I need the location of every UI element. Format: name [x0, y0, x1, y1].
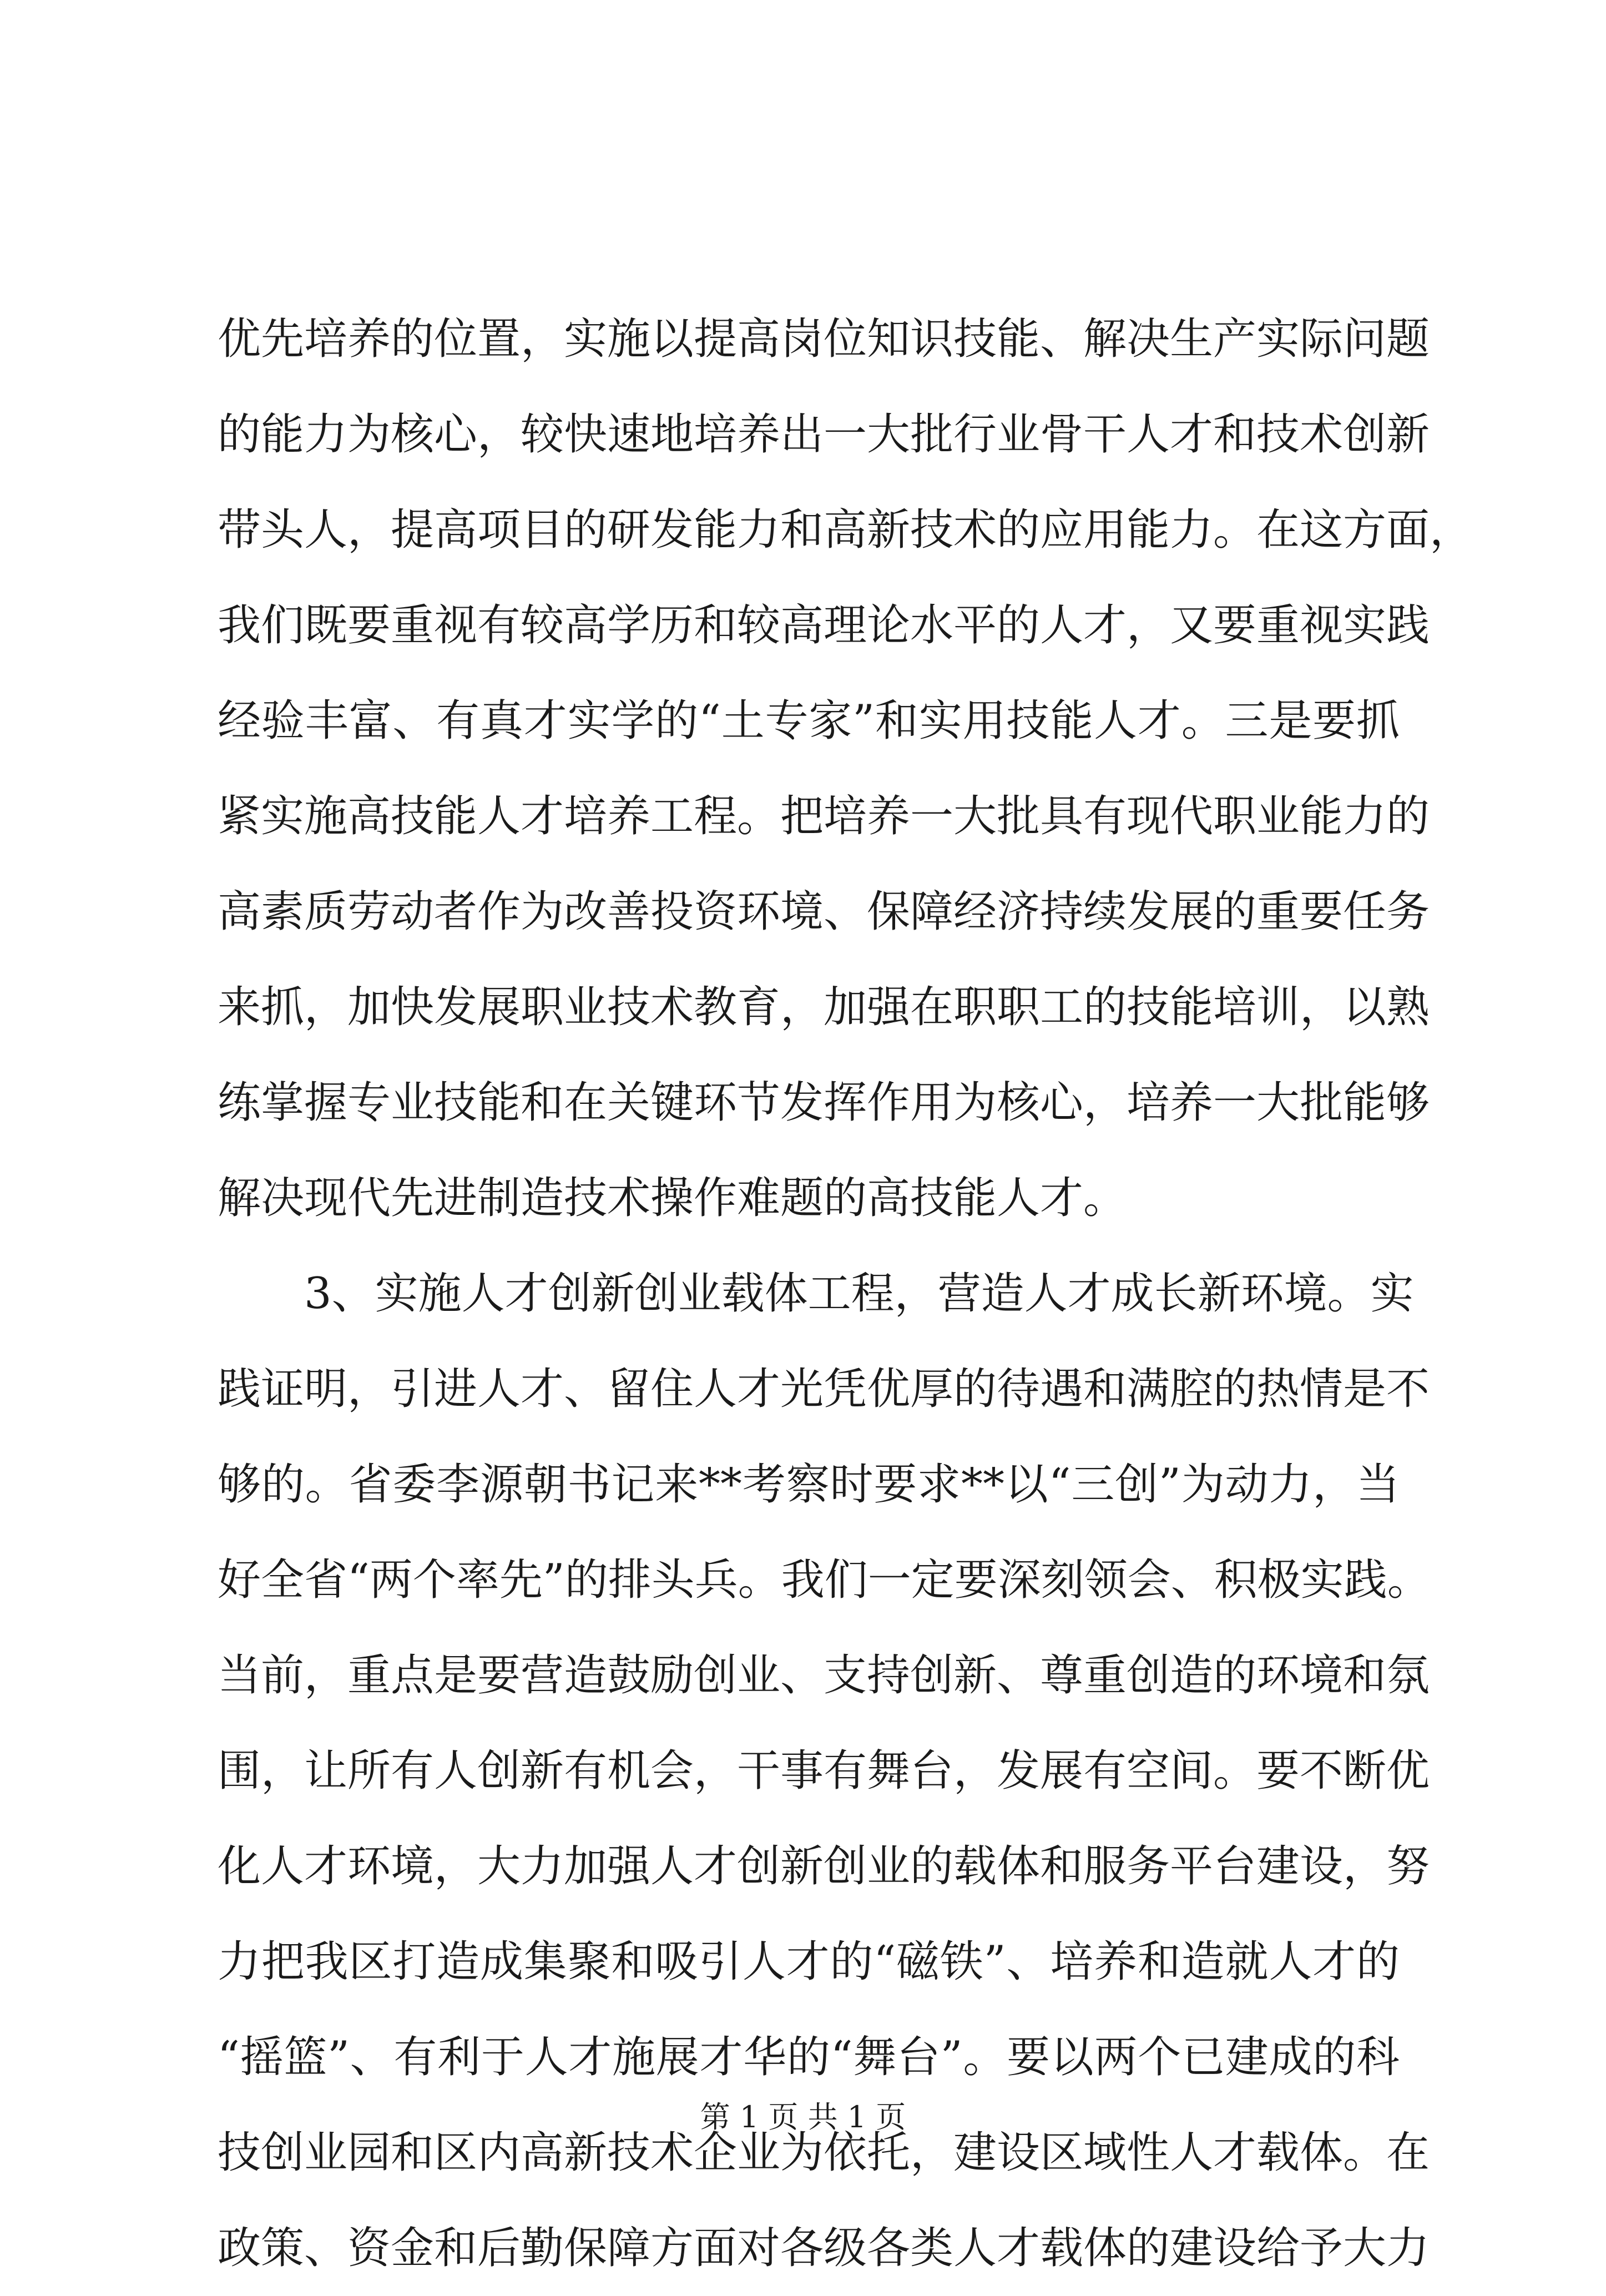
text-line: 练掌握专业技能和在关键环节发挥作用为核心，培养一大批能够: [218, 1078, 1430, 1128]
text-line: 政策、资金和后勤保障方面对各级各类人才载体的建设给予大力: [218, 2223, 1430, 2273]
text-line: 好全省“两个率先”的排头兵。我们一定要深刻领会、积极实践。: [218, 1555, 1431, 1605]
text-line: 带头人，提高项目的研发能力和高新技术的应用能力。在这方面，: [218, 505, 1473, 555]
text-line: 解决现代先进制造技术操作难题的高技能人才。: [218, 1173, 1127, 1223]
text-line: 我们既要重视有较高学历和较高理论水平的人才，又要重视实践: [218, 601, 1430, 650]
page-footer: 第 1 页 共 1 页: [700, 2100, 906, 2134]
text-line: 紧实施高技能人才培养工程。把培养一大批具有现代职业能力的: [218, 791, 1430, 841]
text-line: 够的。省委李源朝书记来**考察时要求**以“三创”为动力，当: [218, 1460, 1400, 1510]
text-line: 围，让所有人创新有机会，干事有舞台，发展有空间。要不断优: [218, 1746, 1430, 1796]
text-line: 技创业园和区内高新技术企业为依托，建设区域性人才载体。在: [218, 2128, 1430, 2178]
text-line: 来抓，加快发展职业技术教育，加强在职职工的技能培训，以熟: [218, 982, 1430, 1032]
text-line: 3、实施人才创新创业载体工程，营造人才成长新环境。实: [218, 1269, 1414, 1319]
text-line: 践证明，引进人才、留住人才光凭优厚的待遇和满腔的热情是不: [218, 1364, 1430, 1414]
text-line: 高素质劳动者作为改善投资环境、保障经济持续发展的重要任务: [218, 887, 1430, 937]
text-line: 经验丰富、有真才实学的“土专家”和实用技能人才。三是要抓: [218, 696, 1400, 746]
text-line: 化人才环境，大力加强人才创新创业的载体和服务平台建设，努: [218, 1841, 1430, 1891]
text-line: 优先培养的位置，实施以提高岗位知识技能、解决生产实际问题: [218, 314, 1430, 364]
text-line: 的能力为核心，较快速地培养出一大批行业骨干人才和技术创新: [218, 410, 1430, 460]
text-line: 力把我区打造成集聚和吸引人才的“磁铁”、培养和造就人才的: [218, 1937, 1400, 1987]
text-line: “摇篮”、有利于人才施展才华的“舞台”。要以两个已建成的科: [218, 2032, 1400, 2082]
text-line: 当前，重点是要营造鼓励创业、支持创新、尊重创造的环境和氛: [218, 1651, 1430, 1700]
body-text: [218, 291, 1473, 2296]
